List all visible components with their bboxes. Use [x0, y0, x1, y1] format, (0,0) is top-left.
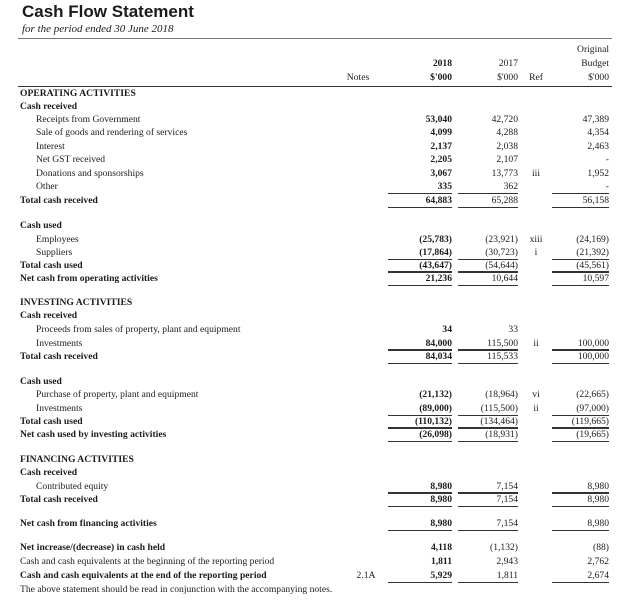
- column-rule: [458, 285, 518, 286]
- value-budget: (22,665): [576, 389, 609, 400]
- value-2017: (18,964): [485, 389, 518, 400]
- header-budget-line1: Original: [577, 44, 609, 55]
- value-2017: (23,921): [485, 234, 518, 245]
- row-label: Net cash used by investing activities: [20, 429, 167, 440]
- column-rule: [458, 363, 518, 364]
- value-budget: -: [605, 154, 609, 165]
- row-label: Suppliers: [36, 247, 73, 258]
- value-2018: (89,000): [419, 403, 452, 414]
- subtotal-rule: [552, 349, 609, 350]
- row-label: Cash and cash equivalents at the beginning of the reporting period: [20, 556, 275, 567]
- value-2018: 84,000: [425, 338, 452, 349]
- table-row: [0, 272, 619, 285]
- value-2018: 34: [442, 324, 452, 335]
- ref-cell: i: [534, 247, 538, 258]
- row-label: Total cash received: [20, 195, 98, 206]
- subtotal-rule: [552, 427, 609, 428]
- ref-cell: ii: [533, 338, 539, 349]
- row-label: Cash received: [20, 101, 78, 112]
- value-2017: (54,644): [485, 260, 518, 271]
- row-label: Receipts from Government: [36, 114, 141, 125]
- value-2018: (17,864): [419, 247, 452, 258]
- value-2017: 42,720: [491, 114, 518, 125]
- row-label: Investments: [36, 338, 83, 349]
- column-rule: [458, 530, 518, 531]
- value-2017: 2,107: [496, 154, 518, 165]
- subtotal-rule: [458, 349, 518, 350]
- value-2018: 2,137: [430, 141, 452, 152]
- value-2018: 53,040: [425, 114, 452, 125]
- subtotal-rule: [552, 271, 609, 272]
- row-label: INVESTING ACTIVITIES: [20, 297, 133, 308]
- value-2018: 5,929: [430, 570, 452, 581]
- value-2018: 335: [437, 181, 452, 192]
- subtotal-rule: [552, 193, 609, 194]
- table-row: [0, 309, 619, 322]
- value-budget: 100,000: [577, 351, 609, 362]
- row-label: Interest: [36, 141, 65, 152]
- value-2017: 7,154: [496, 481, 518, 492]
- value-budget: (45,561): [576, 260, 609, 271]
- column-rule: [388, 441, 452, 442]
- header-notes: Notes: [346, 72, 370, 83]
- value-2018: (110,132): [414, 416, 452, 427]
- table-row: [0, 541, 619, 554]
- value-2017: 115,500: [487, 338, 518, 349]
- value-2018: 8,980: [430, 494, 452, 505]
- column-rule: [458, 207, 518, 208]
- table-row: [0, 517, 619, 530]
- row-label: Cash used: [20, 376, 62, 387]
- value-budget: (119,665): [571, 416, 609, 427]
- value-2017: (1,132): [490, 542, 518, 553]
- table-row: [0, 167, 619, 180]
- value-2018: (43,647): [419, 260, 452, 271]
- header-ref: Ref: [529, 72, 543, 83]
- subtotal-rule: [388, 349, 452, 350]
- row-label: Total cash received: [20, 494, 98, 505]
- row-label: Cash received: [20, 310, 78, 321]
- value-budget: 10,597: [582, 273, 609, 284]
- value-2017: 7,154: [496, 494, 518, 505]
- row-label: Total cash used: [20, 416, 83, 427]
- value-budget: (97,000): [576, 403, 609, 414]
- value-budget: (21,392): [576, 247, 609, 258]
- value-2017: 4,288: [496, 127, 518, 138]
- row-label: Cash used: [20, 220, 62, 231]
- column-rule: [388, 207, 452, 208]
- value-budget: (88): [593, 542, 609, 553]
- value-budget: 47,389: [582, 114, 609, 125]
- row-label: Cash received: [20, 467, 78, 478]
- table-row: [0, 555, 619, 568]
- row-label: Net cash from financing activities: [20, 518, 157, 529]
- column-rule: [388, 506, 452, 507]
- value-2017: 10,644: [491, 273, 518, 284]
- row-label: Employees: [36, 234, 79, 245]
- value-budget: 100,000: [577, 338, 609, 349]
- row-label: Donations and sponsorships: [36, 168, 144, 179]
- row-label: FINANCING ACTIVITIES: [20, 454, 134, 465]
- value-2018: 1,811: [430, 556, 452, 567]
- header-unit-2018: $'000: [430, 72, 452, 83]
- row-label: Sale of goods and rendering of services: [36, 127, 188, 138]
- ref-cell: iii: [532, 168, 540, 179]
- subtotal-rule: [388, 427, 452, 428]
- value-budget: 2,463: [587, 141, 609, 152]
- row-label: OPERATING ACTIVITIES: [20, 88, 136, 99]
- header-unit-budget: $'000: [588, 72, 609, 83]
- notes-cell: 2.1A: [356, 570, 376, 581]
- row-label: Proceeds from sales of property, plant and equipment: [36, 324, 241, 335]
- value-budget: 4,354: [587, 127, 609, 138]
- column-rule: [388, 530, 452, 531]
- ref-cell: xiii: [529, 234, 543, 245]
- column-rule: [552, 530, 609, 531]
- table-row: [0, 415, 619, 428]
- row-label: Net GST received: [36, 154, 106, 165]
- table-row: [0, 113, 619, 126]
- table-row: [0, 466, 619, 479]
- value-2018: 21,236: [425, 273, 452, 284]
- value-2018: 4,118: [430, 542, 452, 553]
- table-row: [0, 194, 619, 207]
- table-row: [0, 402, 619, 415]
- table-row: [0, 259, 619, 272]
- column-rule: [458, 441, 518, 442]
- table-row: [0, 100, 619, 113]
- table-row: [0, 246, 619, 259]
- row-label: Net increase/(decrease) in cash held: [20, 542, 166, 553]
- value-2017: 1,811: [496, 570, 518, 581]
- row-label: Total cash used: [20, 260, 83, 271]
- column-rule: [552, 207, 609, 208]
- header-year-2017: 2017: [498, 58, 518, 69]
- value-budget: 8,980: [587, 518, 609, 529]
- value-budget: 8,980: [587, 494, 609, 505]
- row-label: Cash and cash equivalents at the end of the reporting period: [20, 570, 267, 581]
- page-subtitle: for the period ended 30 June 2018: [22, 23, 174, 35]
- table-row: [0, 323, 619, 336]
- value-2017: (18,931): [485, 429, 518, 440]
- row-label: Total cash received: [20, 351, 98, 362]
- ref-cell: vi: [532, 389, 540, 400]
- subtotal-rule: [552, 492, 609, 493]
- value-budget: (19,665): [576, 429, 609, 440]
- subtotal-rule: [458, 271, 518, 272]
- value-2018: 84,034: [425, 351, 452, 362]
- row-label: Investments: [36, 403, 83, 414]
- row-label: The above statement should be read in conjunction with the accompanying notes.: [20, 584, 333, 595]
- value-2018: 8,980: [430, 518, 452, 529]
- table-row: [0, 219, 619, 232]
- column-rule: [552, 441, 609, 442]
- value-budget: 8,980: [587, 481, 609, 492]
- value-2017: 2,038: [496, 141, 518, 152]
- value-2018: 2,205: [430, 154, 452, 165]
- subtotal-rule: [388, 492, 452, 493]
- table-row: [0, 453, 619, 466]
- row-label: Contributed equity: [36, 481, 109, 492]
- column-rule: [388, 363, 452, 364]
- value-2017: (30,723): [485, 247, 518, 258]
- subtotal-rule: [458, 193, 518, 194]
- subtotal-rule: [458, 492, 518, 493]
- value-budget: (24,169): [576, 234, 609, 245]
- value-budget: 2,674: [587, 570, 609, 581]
- table-row: [0, 233, 619, 246]
- column-rule: [458, 506, 518, 507]
- table-row: [0, 480, 619, 493]
- header-budget-line2: Budget: [581, 58, 609, 69]
- value-budget: 56,158: [582, 195, 609, 206]
- table-row: [0, 126, 619, 139]
- column-rule: [552, 506, 609, 507]
- column-rule: [552, 363, 609, 364]
- value-2018: (25,783): [419, 234, 452, 245]
- table-row: [0, 428, 619, 441]
- row-label: Other: [36, 181, 58, 192]
- value-2018: 64,883: [425, 195, 452, 206]
- column-rule: [388, 285, 452, 286]
- value-2018: (26,098): [419, 429, 452, 440]
- table-row: [0, 375, 619, 388]
- value-2017: 362: [503, 181, 518, 192]
- table-row: [0, 180, 619, 193]
- table-row: [0, 350, 619, 363]
- value-2018: 8,980: [430, 481, 452, 492]
- table-row: [0, 583, 619, 596]
- value-2017: 7,154: [496, 518, 518, 529]
- value-2017: (115,500): [480, 403, 518, 414]
- table-row: [0, 493, 619, 506]
- table-row: [0, 153, 619, 166]
- page-title: Cash Flow Statement: [22, 2, 194, 21]
- row-label: Purchase of property, plant and equipment: [36, 389, 199, 400]
- row-label: Net cash from operating activities: [20, 273, 158, 284]
- subtotal-rule: [388, 193, 452, 194]
- table-row: [0, 296, 619, 309]
- value-2017: 13,773: [491, 168, 518, 179]
- header-unit-2017: $'000: [497, 72, 518, 83]
- value-budget: -: [605, 181, 609, 192]
- value-2018: (21,132): [419, 389, 452, 400]
- subtotal-rule: [458, 427, 518, 428]
- value-budget: 2,762: [587, 556, 609, 567]
- table-row: [0, 569, 619, 582]
- header-year-2018: 2018: [432, 58, 452, 69]
- value-2017: 33: [508, 324, 518, 335]
- ref-cell: ii: [533, 403, 539, 414]
- value-2017: 65,288: [491, 195, 518, 206]
- value-2017: 2,943: [496, 556, 518, 567]
- value-2017: 115,533: [487, 351, 518, 362]
- value-2018: 3,067: [430, 168, 452, 179]
- table-row: [0, 388, 619, 401]
- table-row: [0, 140, 619, 153]
- table-row: [0, 87, 619, 100]
- value-budget: 1,952: [587, 168, 609, 179]
- value-2018: 4,099: [430, 127, 452, 138]
- subtotal-rule: [388, 271, 452, 272]
- column-rule: [552, 285, 609, 286]
- value-2017: (134,464): [480, 416, 518, 427]
- table-row: [0, 337, 619, 350]
